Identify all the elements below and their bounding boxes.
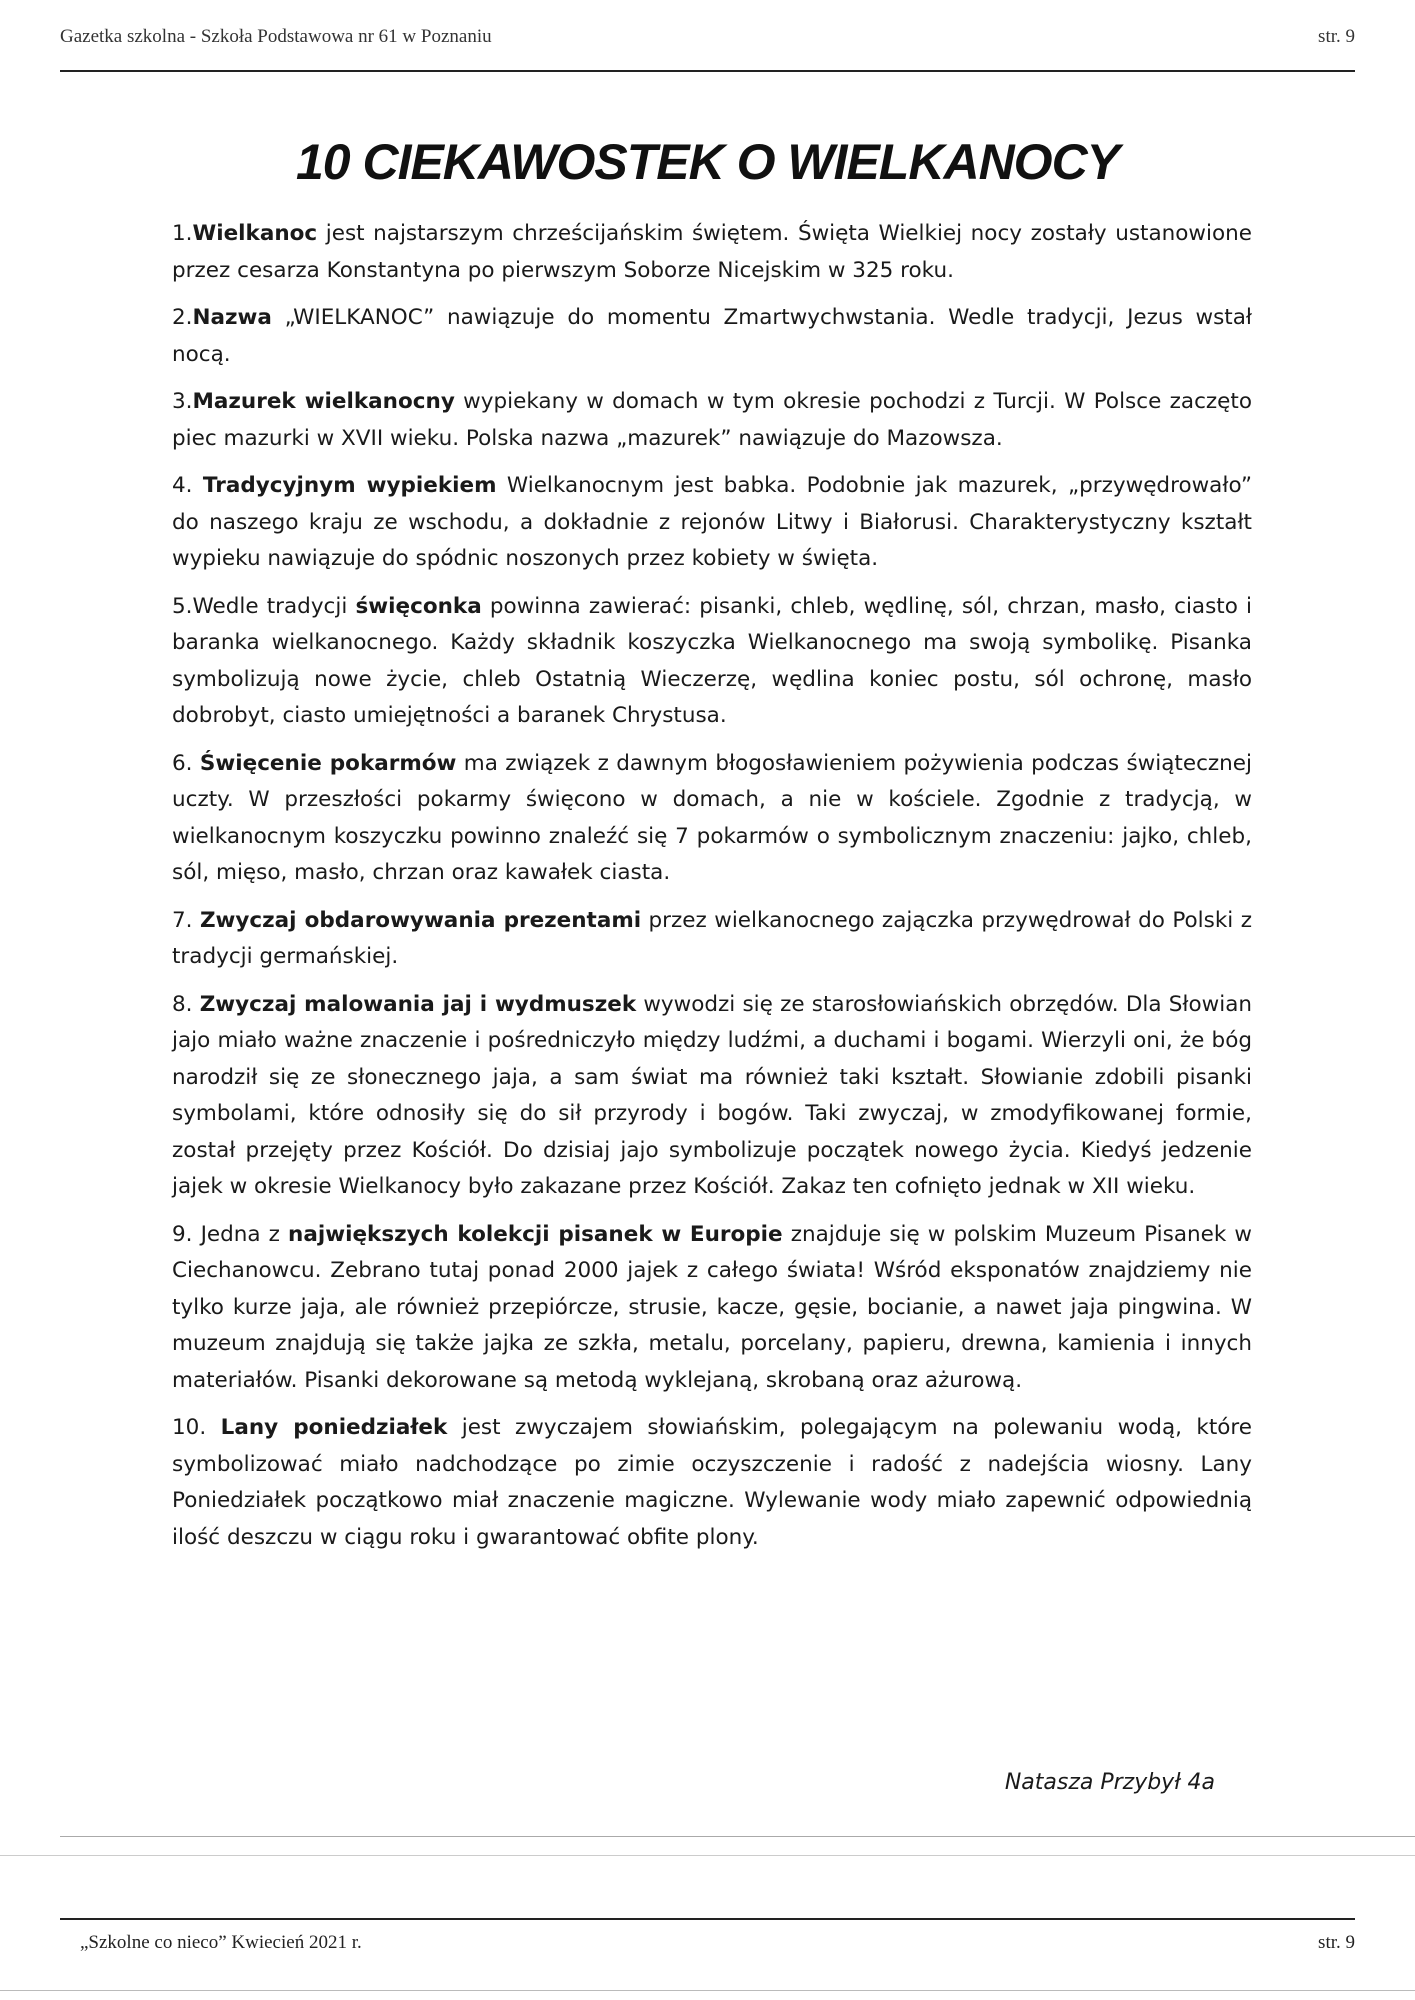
footer-issue: „Szkolne co nieco” Kwiecień 2021 r.: [80, 1932, 362, 1953]
article-body: [172, 216, 1252, 1567]
list-item: 1.Wielkanoc jest najstarszym chrześcijańskim świętem. Święta Wielkiej nocy zostały ustanowione przez cesarza Konstantyna po pierwszym Soborze Nicejskim w 325 roku.: [172, 221, 1252, 283]
list-item: 5.Wedle tradycji święconka powinna zawierać: pisanki, chleb, wędlinę, sól, chrzan, masło, ciasto i baranka wielkanocnego. Każdy składnik koszyczka Wielkanocnego ma swoją symbolikę. Pisanka symbolizują nowe życie, chleb Ostatnią Wieczerzę, wędlina koniec postu, sól ochronę, masło dobrobyt, ciasto umiejętności a baranek Chrystusa.: [172, 593, 1253, 728]
page-footer: [80, 1932, 1355, 1954]
list-item: 4. Tradycyjnym wypiekiem Wielkanocnym jest babka. Podobnie jak mazurek, „przywędrowało” do naszego kraju ze wschodu, a dokładnie z rejonów Litwy i Białorusi. Charakterystyczny kształt wypieku nawiązuje do spódnic noszonych przez kobiety w święta.: [172, 473, 1252, 571]
list-item: 6. Święcenie pokarmów ma związek z dawnym błogosławieniem pożywienia podczas świątecznej uczty. W przeszłości pokarmy święcono w domach, a nie w kościele. Zgodnie z tradycją, w wielkanocnym koszyczku powinno znaleźć się 7 pokarmów o symbolicznym znaczeniu: jajko, chleb, sól, mięso, masło, chrzan oraz kawałek ciasta.: [172, 750, 1252, 885]
header-divider: [60, 70, 1355, 72]
list-item: 9. Jedna z największych kolekcji pisanek w Europie znajduje się w polskim Muzeum Pisanek w Ciechanowcu. Zebrano tutaj ponad 2000 jajek z całego świata! Wśród eksponatów znajdziemy nie tylko kurze jaja, ale również przepiórcze, strusie, kacze, gęsie, bocianie, a nawet jaja pingwina. W muzeum znajdują się także jajka ze szkła, metalu, porcelany, papieru, drewna, kamienia i innych materiałów. Pisanki dekorowane są metodą wyklejaną, skrobaną oraz ażurową.: [172, 1221, 1252, 1393]
list-item: 8. Zwyczaj malowania jaj i wydmuszek wywodzi się ze starosłowiańskich obrzędów. Dla Słowian jajo miało ważne znaczenie i pośredniczyło między ludźmi, a duchami i bogami. Wierzyli oni, że bóg narodził się ze słonecznego jaja, a sam świat ma również taki kształt. Słowianie zdobili pisanki symbolami, które odnosiły się do sił przyrody i bogów. Taki zwyczaj, w zmodyfikowanej formie, został przejęty przez Kościół. Do dzisiaj jajo symbolizuje początek nowego życia. Kiedyś jedzenie jajek w okresie Wielkanocy było zakazane przez Kościół. Zakaz ten cofnięto jednak w XII wieku.: [172, 991, 1252, 1199]
page-header: [60, 26, 1355, 48]
footer-page-number: str. 9: [1318, 1932, 1355, 1953]
author-signature: Natasza Przybył 4a: [1004, 1770, 1215, 1795]
header-publication: Gazetka szkolna - Szkoła Podstawowa nr 61 w Poznaniu: [60, 26, 492, 47]
header-page-number: str. 9: [1318, 26, 1355, 47]
list-item: 3.Mazurek wielkanocny wypiekany w domach w tym okresie pochodzi z Turcji. W Polsce zaczęto piec mazurki w XVII wieku. Polska nazwa „mazurek” nawiązuje do Mazowsza.: [172, 389, 1252, 451]
footer-divider: [60, 1918, 1355, 1920]
list-item: 2.Nazwa „WIELKANOC” nawiązuje do momentu Zmartwychwstania. Wedle tradycji, Jezus wstał nocą.: [172, 305, 1252, 367]
scan-artifact-line: [60, 1836, 1415, 1837]
article-title: 10 CIEKAWOSTEK O WIELKANOCY: [295, 134, 1120, 190]
scan-artifact-line: [0, 1855, 1415, 1856]
scan-artifact-line: [0, 1990, 1415, 1991]
list-item: 10. Lany poniedziałek jest zwyczajem słowiańskim, polegającym na polewaniu wodą, które symbolizować miało nadchodzące po zimie oczyszczenie i radość z nadejścia wiosny. Lany Poniedziałek początkowo miał znaczenie magiczne. Wylewanie wody miało zapewnić odpowiednią ilość deszczu w ciągu roku i gwarantować obfite plony.: [172, 1415, 1253, 1550]
list-item: 7. Zwyczaj obdarowywania prezentami przez wielkanocnego zajączka przywędrował do Polski z tradycji germańskiej.: [172, 907, 1252, 969]
